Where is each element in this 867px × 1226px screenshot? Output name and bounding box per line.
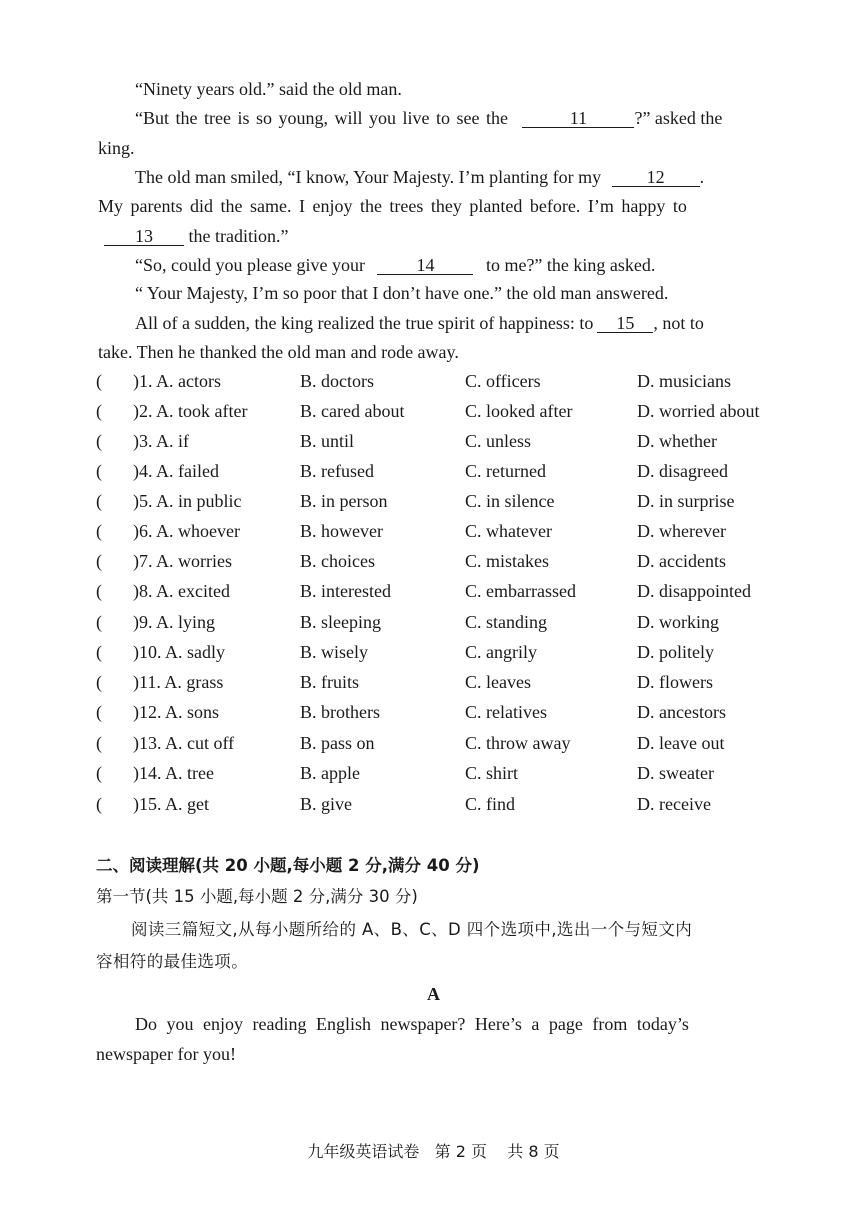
answer-paren[interactable]: ( — [96, 431, 102, 451]
option-b: B. choices — [300, 551, 375, 571]
option-b: B. sleeping — [300, 612, 381, 632]
option-a: )7. A. worries — [133, 551, 232, 571]
option-d: D. working — [637, 612, 719, 632]
answer-paren[interactable]: ( — [96, 642, 102, 662]
question-row — [96, 370, 776, 394]
answer-paren[interactable]: ( — [96, 794, 102, 814]
question-row — [96, 550, 776, 574]
passage-text: The old man smiled, “I know, Your Majesty. I’m planting for my — [135, 167, 602, 187]
question-row — [96, 732, 776, 756]
passage-line-7 — [135, 254, 655, 276]
option-d: D. wherever — [637, 521, 726, 541]
answer-paren[interactable]: ( — [96, 612, 102, 632]
option-a: )12. A. sons — [133, 702, 220, 722]
passage-text: All of a sudden, the king realized the true spirit of happiness: to — [135, 313, 594, 333]
option-d: D. musicians — [637, 371, 731, 391]
option-c: C. angrily — [465, 642, 537, 662]
section-heading: 二、阅读理解(共 20 小题,每小题 2 分,满分 40 分) — [96, 856, 480, 875]
option-a: )9. A. lying — [133, 612, 216, 632]
option-c: C. unless — [465, 431, 532, 451]
answer-paren[interactable]: ( — [96, 551, 102, 571]
option-a: )2. A. took after — [133, 401, 248, 421]
option-c: C. looked after — [465, 401, 573, 421]
question-row — [96, 611, 776, 635]
passage-text: “But the tree is so young, will you live to see the — [135, 108, 508, 128]
option-b: B. however — [300, 521, 383, 541]
option-c: C. mistakes — [465, 551, 549, 571]
answer-paren[interactable]: ( — [96, 401, 102, 421]
option-d: D. whether — [637, 431, 717, 451]
answer-paren[interactable]: ( — [96, 763, 102, 783]
option-c: C. relatives — [465, 702, 547, 722]
option-c: C. find — [465, 794, 516, 814]
option-b: B. interested — [300, 581, 391, 601]
question-row — [96, 580, 776, 604]
option-b: B. fruits — [300, 672, 360, 692]
passage-text: . — [699, 167, 705, 187]
option-c: C. throw away — [465, 733, 571, 753]
instruction-line-2: 容相符的最佳选项。 — [96, 952, 249, 971]
option-c: C. leaves — [465, 672, 531, 692]
option-b: B. refused — [300, 461, 374, 481]
option-a: )8. A. excited — [133, 581, 230, 601]
option-a: )10. A. sadly — [133, 642, 225, 662]
option-b: B. until — [300, 431, 355, 451]
intro-line-2: newspaper for you! — [96, 1044, 236, 1064]
option-a: )3. A. if — [133, 431, 189, 451]
passage-text: , not to — [653, 313, 704, 333]
option-d: D. disagreed — [637, 461, 728, 481]
option-c: C. returned — [465, 461, 546, 481]
answer-paren[interactable]: ( — [96, 672, 102, 692]
question-row — [96, 701, 776, 725]
passage-text: the tradition.” — [188, 226, 289, 246]
option-a: )4. A. failed — [133, 461, 219, 481]
option-a: )5. A. in public — [133, 491, 242, 511]
option-c: C. in silence — [465, 491, 555, 511]
question-row — [96, 671, 776, 695]
passage-line-5: My parents did the same. I enjoy the trees they planted before. I’m happy to — [98, 196, 687, 216]
option-d: D. worried about — [637, 401, 760, 421]
answer-paren[interactable]: ( — [96, 371, 102, 391]
option-d: D. leave out — [637, 733, 725, 753]
option-a: )11. A. grass — [133, 672, 224, 692]
option-a: )6. A. whoever — [133, 521, 240, 541]
question-row — [96, 430, 776, 454]
option-a: )15. A. get — [133, 794, 209, 814]
passage-line-4 — [135, 166, 704, 188]
option-d: D. accidents — [637, 551, 726, 571]
question-row — [96, 762, 776, 786]
option-a: )14. A. tree — [133, 763, 214, 783]
passage-line-6 — [104, 225, 288, 247]
option-b: B. doctors — [300, 371, 374, 391]
option-a: )1. A. actors — [133, 371, 221, 391]
option-d: D. ancestors — [637, 702, 726, 722]
option-b: B. apple — [300, 763, 360, 783]
answer-paren[interactable]: ( — [96, 733, 102, 753]
option-b: B. pass on — [300, 733, 375, 753]
question-row — [96, 793, 776, 817]
option-d: D. receive — [637, 794, 711, 814]
passage-line-8: “ Your Majesty, I’m so poor that I don’t have one.” the old man answered. — [135, 283, 669, 303]
question-row — [96, 520, 776, 544]
blank-13: 13 — [104, 227, 184, 246]
blank-15: 15 — [597, 314, 653, 333]
answer-paren[interactable]: ( — [96, 461, 102, 481]
option-c: C. embarrassed — [465, 581, 576, 601]
option-c: C. officers — [465, 371, 541, 391]
passage-text: ?” asked the — [634, 108, 723, 128]
answer-paren[interactable]: ( — [96, 702, 102, 722]
passage-text: “So, could you please give your — [135, 255, 365, 275]
option-b: B. give — [300, 794, 352, 814]
option-b: B. wisely — [300, 642, 369, 662]
option-d: D. disappointed — [637, 581, 751, 601]
passage-line-9 — [135, 312, 704, 334]
option-c: C. whatever — [465, 521, 552, 541]
passage-line-10: take. Then he thanked the old man and rode away. — [98, 342, 459, 362]
blank-12: 12 — [612, 168, 700, 187]
passage-label: A — [427, 984, 440, 1004]
option-a: )13. A. cut off — [133, 733, 235, 753]
passage-line-3: king. — [98, 138, 135, 158]
option-b: B. brothers — [300, 702, 380, 722]
option-d: D. politely — [637, 642, 714, 662]
option-b: B. cared about — [300, 401, 405, 421]
question-row — [96, 460, 776, 484]
instruction-line-1: 阅读三篇短文,从每小题所给的 A、B、C、D 四个选项中,选出一个与短文内 — [131, 920, 693, 939]
passage-line-2 — [135, 107, 775, 129]
answer-paren[interactable]: ( — [96, 521, 102, 541]
page-footer: 九年级英语试卷 第 2 页 共 8 页 — [307, 1142, 560, 1161]
option-d: D. in surprise — [637, 491, 735, 511]
option-c: C. shirt — [465, 763, 519, 783]
blank-14: 14 — [377, 256, 473, 275]
question-row — [96, 641, 776, 665]
option-c: C. standing — [465, 612, 548, 632]
blank-11: 11 — [522, 109, 634, 128]
answer-paren[interactable]: ( — [96, 581, 102, 601]
section-part-heading: 第一节(共 15 小题,每小题 2 分,满分 30 分) — [96, 887, 418, 906]
passage-text: to me?” the king asked. — [485, 255, 656, 275]
option-d: D. flowers — [637, 672, 713, 692]
option-d: D. sweater — [637, 763, 714, 783]
option-b: B. in person — [300, 491, 388, 511]
question-row — [96, 400, 776, 424]
answer-paren[interactable]: ( — [96, 491, 102, 511]
passage-line-1: “Ninety years old.” said the old man. — [135, 79, 402, 99]
intro-line-1: Do you enjoy reading English newspaper? Here’s a page from today’s — [135, 1014, 689, 1034]
question-row — [96, 490, 776, 514]
